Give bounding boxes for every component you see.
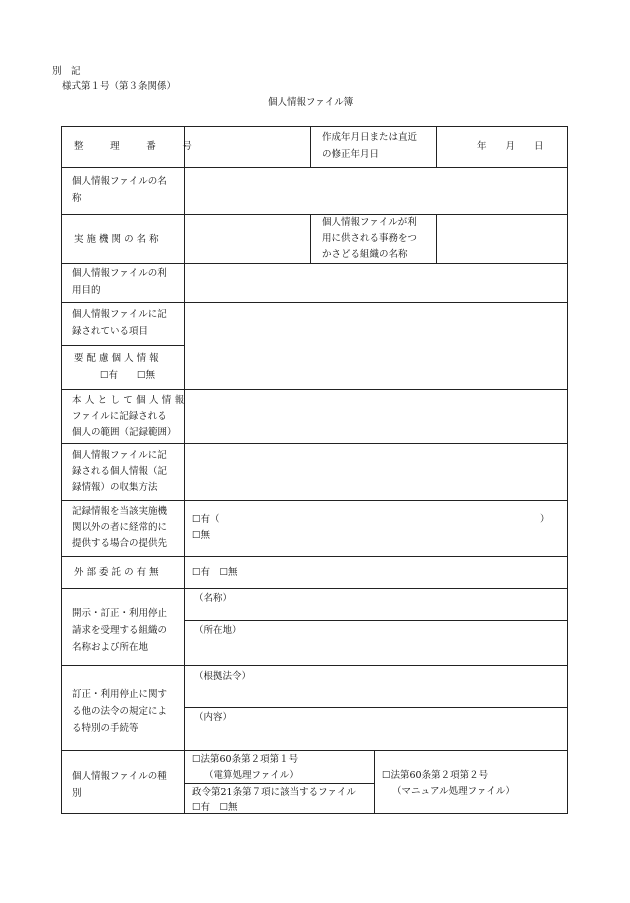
teikyo-yes-checkbox[interactable]: ☐有（	[192, 514, 220, 525]
label-seirei: 政令第21条第７項に該当するファイル	[192, 787, 356, 798]
label-koumoku-2: 録されている項目	[72, 326, 149, 337]
teikyo-no-checkbox[interactable]: ☐無	[192, 530, 211, 541]
page-title: 個人情報ファイル簿	[268, 97, 354, 108]
label-tokubetsu-3: る特別の手続等	[72, 723, 139, 734]
label-jimu-3: かさどる組織の名称	[322, 249, 408, 260]
label-shushu-1: 個人情報ファイルに記	[72, 450, 167, 461]
gaibu-checkboxes[interactable]: ☐有 ☐無	[192, 567, 238, 578]
form-number: 様式第１号（第３条関係）	[62, 81, 177, 92]
label-kaiji-1: 開示・訂正・利用停止	[72, 608, 168, 619]
label-konkyo: （根拠法令）	[194, 671, 252, 682]
label-hanni-3: 個人の範囲（記録範囲）	[72, 427, 177, 438]
label-jimu-1: 個人情報ファイルが利	[322, 217, 417, 228]
date-field[interactable]: 年 月 日	[477, 141, 544, 152]
label-jimu-2: 用に供される事務をつ	[322, 233, 418, 244]
label-shubetsu-2: 別	[72, 788, 82, 799]
label-shozaichi: （所在地）	[194, 625, 242, 636]
label-shushu-3: 録情報）の収集方法	[72, 482, 158, 493]
label-kikan: 実 施 機 関 の 名 称	[74, 234, 159, 245]
label-teikyo-2: 関以外の者に経常的に	[72, 522, 168, 533]
label-manual-2: （マニュアル処理ファイル）	[392, 786, 515, 797]
yohairyo-checkboxes[interactable]: ☐有 ☐無	[100, 370, 156, 381]
annex-label: 別 記	[52, 66, 81, 77]
label-teikyo-1: 記録情報を当該実施機	[72, 506, 168, 517]
label-shushu-2: 録される個人情報（記	[72, 466, 168, 477]
label-meisho: （名称）	[194, 593, 233, 604]
denshi-checkbox[interactable]: ☐法第60条第２項第１号	[192, 754, 299, 765]
label-mokuteki-1: 個人情報ファイルの利	[72, 268, 167, 279]
seirei-checkboxes[interactable]: ☐有 ☐無	[192, 802, 238, 813]
label-kaiji-2: 請求を受理する組織の	[72, 625, 168, 636]
label-hanni-1: 本人として個人情報	[72, 395, 188, 406]
label-file-name-2: 称	[72, 193, 82, 204]
label-gaibu: 外 部 委 託 の 有 無	[74, 567, 159, 578]
label-kaiji-3: 名称および所在地	[72, 642, 149, 653]
label-file-name-1: 個人情報ファイルの名	[72, 176, 167, 187]
label-shubetsu-1: 個人情報ファイルの種	[72, 771, 167, 782]
manual-checkbox[interactable]: ☐法第60条第２項第２号	[382, 770, 489, 781]
label-mokuteki-2: 用目的	[72, 285, 101, 296]
label-teikyo-3: 提供する場合の提供先	[72, 538, 168, 549]
label-naiyo: （内容）	[194, 712, 233, 723]
label-column-divider	[184, 126, 185, 814]
label-hanni-2: ファイルに記録される	[72, 411, 167, 422]
label-tokubetsu-2: る他の法令の規定によ	[72, 706, 168, 717]
label-koumoku-1: 個人情報ファイルに記	[72, 309, 167, 320]
label-denshi-2: （電算処理ファイル）	[204, 770, 299, 781]
label-sakusei-2: の修正年月日	[322, 149, 380, 160]
label-sakusei-1: 作成年月日または直近	[322, 132, 418, 143]
teikyo-close-paren: ）	[540, 514, 550, 525]
label-seiri-bango: 整 理 番 号	[74, 141, 201, 152]
label-yohairyo: 要 配 慮 個 人 情 報	[74, 353, 159, 364]
label-tokubetsu-1: 訂正・利用停止に関す	[72, 689, 168, 700]
